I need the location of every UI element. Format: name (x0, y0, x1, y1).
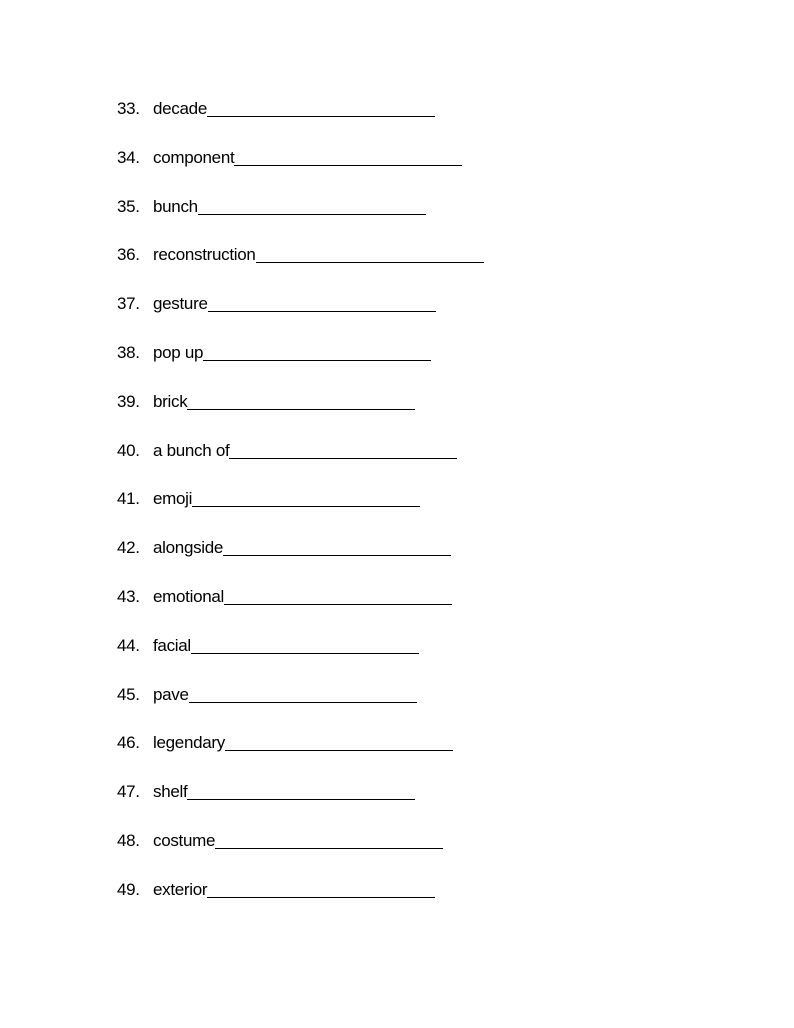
answer-blank[interactable] (198, 195, 426, 215)
answer-blank[interactable] (256, 243, 484, 263)
item-number: 46. (117, 733, 140, 753)
vocabulary-word: component (153, 147, 235, 167)
vocabulary-item (117, 536, 484, 585)
vocabulary-word: emoji (153, 489, 193, 509)
item-number: 47. (117, 782, 140, 802)
answer-blank[interactable] (224, 585, 452, 605)
answer-blank[interactable] (187, 780, 415, 800)
item-number: 36. (117, 245, 140, 265)
item-number: 35. (117, 196, 140, 216)
vocabulary-word: pop up (153, 342, 204, 362)
answer-blank[interactable] (191, 634, 419, 654)
answer-blank[interactable] (187, 390, 415, 410)
item-number: 44. (117, 635, 140, 655)
vocabulary-item (117, 683, 484, 732)
answer-blank[interactable] (192, 487, 420, 507)
vocabulary-word: shelf (153, 782, 188, 802)
item-number: 33. (117, 99, 140, 118)
item-number: 49. (117, 879, 140, 899)
item-number: 34. (117, 147, 140, 167)
item-number: 40. (117, 440, 140, 460)
answer-blank[interactable] (207, 878, 435, 898)
answer-blank[interactable] (234, 146, 462, 166)
vocabulary-item (117, 243, 484, 292)
vocabulary-word: emotional (153, 586, 225, 606)
vocabulary-word: legendary (153, 733, 225, 753)
vocabulary-word: a bunch of (153, 440, 230, 460)
item-number: 38. (117, 342, 140, 362)
answer-blank[interactable] (208, 292, 436, 312)
vocabulary-item (117, 341, 484, 390)
vocabulary-item (117, 585, 484, 634)
vocabulary-word: decade (153, 99, 207, 118)
vocabulary-item (117, 146, 484, 195)
vocabulary-word: costume (153, 830, 216, 850)
answer-blank[interactable] (229, 439, 457, 459)
vocabulary-item (117, 780, 484, 829)
item-number: 39. (117, 391, 140, 411)
item-number: 41. (117, 489, 140, 509)
vocabulary-item (117, 731, 484, 780)
answer-blank[interactable] (223, 536, 451, 556)
item-number: 43. (117, 586, 140, 606)
vocabulary-word: exterior (153, 879, 208, 899)
vocabulary-word: bunch (153, 196, 198, 216)
vocabulary-item (117, 97, 484, 146)
item-number: 48. (117, 830, 140, 850)
vocabulary-item (117, 390, 484, 439)
vocabulary-word: facial (153, 635, 191, 655)
answer-blank[interactable] (203, 341, 431, 361)
vocabulary-word: brick (153, 391, 188, 411)
item-number: 42. (117, 538, 140, 558)
vocabulary-word: pave (153, 684, 189, 704)
answer-blank[interactable] (189, 683, 417, 703)
vocabulary-word: gesture (153, 294, 208, 314)
vocabulary-item (117, 195, 484, 244)
vocabulary-item (117, 829, 484, 878)
vocabulary-item (117, 487, 484, 536)
answer-blank[interactable] (215, 829, 443, 849)
vocabulary-item (117, 878, 484, 927)
answer-blank[interactable] (225, 731, 453, 751)
item-number: 37. (117, 294, 140, 314)
vocabulary-word: alongside (153, 538, 224, 558)
vocabulary-item (117, 439, 484, 488)
item-number: 45. (117, 684, 140, 704)
vocabulary-word: reconstruction (153, 245, 256, 265)
vocabulary-list (117, 97, 484, 927)
vocabulary-item (117, 634, 484, 683)
answer-blank[interactable] (207, 97, 435, 117)
vocabulary-item (117, 292, 484, 341)
